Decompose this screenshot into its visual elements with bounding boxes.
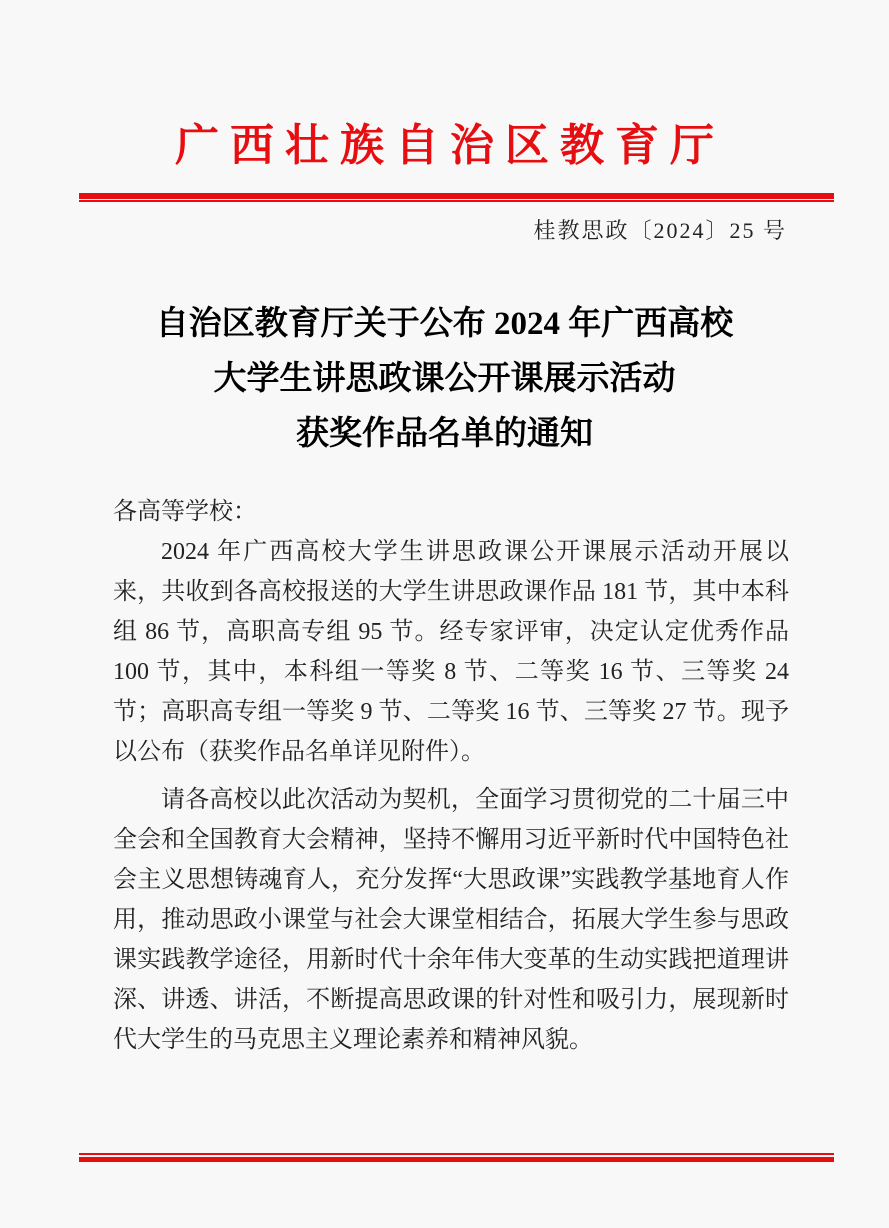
document-body [113, 492, 789, 1060]
body-paragraph-2: 请各高校以此次活动为契机，全面学习贯彻党的二十届三中全会和全国教育大会精神，坚持不懈用习近平新时代中国特色社会主义思想铸魂育人，充分发挥“大思政课”实践教学基地育人作用，推动思政小课堂与社会大课堂相结合，拓展大学生参与思政课实践教学途径，用新时代十余年伟大变革的生动实践把道理讲深、讲透、讲活，不断提高思政课的针对性和吸引力，展现新时代大学生的马克思主义理论素养和精神风貌。 [113, 787, 789, 1053]
body-paragraph-1: 2024 年广西高校大学生讲思政课公开课展示活动开展以来，共收到各高校报送的大学生讲思政课作品 181 节，其中本科组 86 节，高职高专组 95 节。经专家评审，决定认定优秀作品 100 节，其中，本科组一等奖 8 节、二等奖 16 节、三等奖 24 节；高职高专组一等奖 9 节、二等奖 16 节、三等奖 27 节。现予以公布（获奖作品名单详见附件）。 [113, 539, 789, 765]
document-title-line-3: 获奖作品名单的通知 [296, 416, 593, 452]
letterhead-divider-line [79, 193, 834, 202]
footer-divider-line [79, 1153, 834, 1162]
agency-letterhead: 广西壮族自治区教育厅 [175, 121, 725, 170]
document-number: 桂教思政〔2024〕25 号 [533, 218, 787, 243]
document-title-line-2: 大学生讲思政课公开课展示活动 [213, 361, 676, 397]
document-title-line-1: 自治区教育厅关于公布 2024 年广西高校 [155, 306, 734, 342]
salutation: 各高等学校： [113, 499, 257, 525]
document-title [0, 297, 889, 462]
